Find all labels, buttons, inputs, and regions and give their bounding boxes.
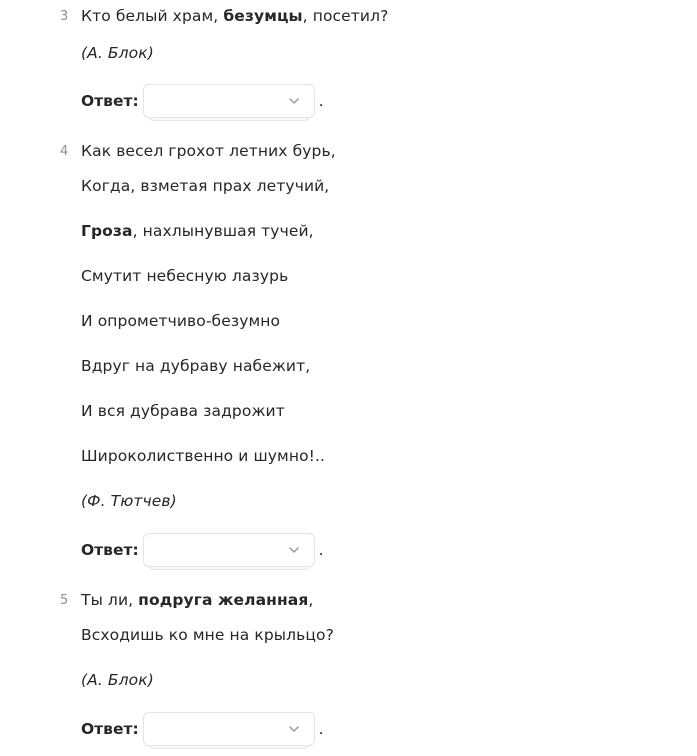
poem-line: Широколиственно и шумно!.. — [81, 447, 326, 465]
answer-dropdown[interactable] — [143, 533, 315, 567]
poem-author: (А. Блок) — [81, 671, 154, 689]
dropdown-box[interactable] — [143, 533, 315, 567]
poem-line — [81, 7, 388, 25]
poem-author: (А. Блок) — [81, 44, 154, 62]
answer-suffix: . — [318, 92, 324, 110]
poem-line — [81, 222, 314, 240]
dropdown-box[interactable] — [143, 84, 315, 118]
answer-row — [81, 711, 324, 747]
poem-line: Вдруг на дубраву набежит, — [81, 357, 311, 375]
chevron-down-icon[interactable] — [288, 95, 300, 107]
poem-line: Смутит небесную лазурь — [81, 267, 289, 285]
line-text: , — [308, 591, 314, 609]
task-number: 4 — [60, 144, 69, 159]
line-text: , нахлынувшая тучей, — [132, 222, 314, 240]
task-number: 5 — [60, 593, 69, 608]
dropdown-box[interactable] — [143, 712, 315, 746]
answer-suffix: . — [318, 541, 324, 559]
poem-line: И вся дубрава задрожит — [81, 402, 285, 420]
highlighted-word: Гроза — [81, 222, 133, 240]
poem-line: Когда, взметая прах летучий, — [81, 177, 330, 195]
answer-label: Ответ: — [81, 92, 139, 110]
answer-row — [81, 83, 324, 119]
task-number: 3 — [60, 9, 69, 24]
poem-author: (Ф. Тютчев) — [81, 492, 177, 510]
chevron-down-icon[interactable] — [288, 723, 300, 735]
poem-line: Как весел грохот летних бурь, — [81, 142, 336, 160]
poem-line: И опрометчиво-безумно — [81, 312, 281, 330]
answer-dropdown[interactable] — [143, 84, 315, 118]
answer-label: Ответ: — [81, 720, 139, 738]
chevron-down-icon[interactable] — [288, 544, 300, 556]
line-text: , посетил? — [302, 7, 389, 25]
answer-dropdown[interactable] — [143, 712, 315, 746]
answer-row — [81, 532, 324, 568]
highlighted-word: безумцы — [223, 7, 303, 25]
answer-label: Ответ: — [81, 541, 139, 559]
line-text: Ты ли, — [81, 591, 139, 609]
answer-suffix: . — [318, 720, 324, 738]
poem-line — [81, 591, 313, 609]
poem-line: Всходишь ко мне на крыльцо? — [81, 626, 334, 644]
highlighted-word: подруга желанная — [138, 591, 309, 609]
line-text: Кто белый храм, — [81, 7, 224, 25]
